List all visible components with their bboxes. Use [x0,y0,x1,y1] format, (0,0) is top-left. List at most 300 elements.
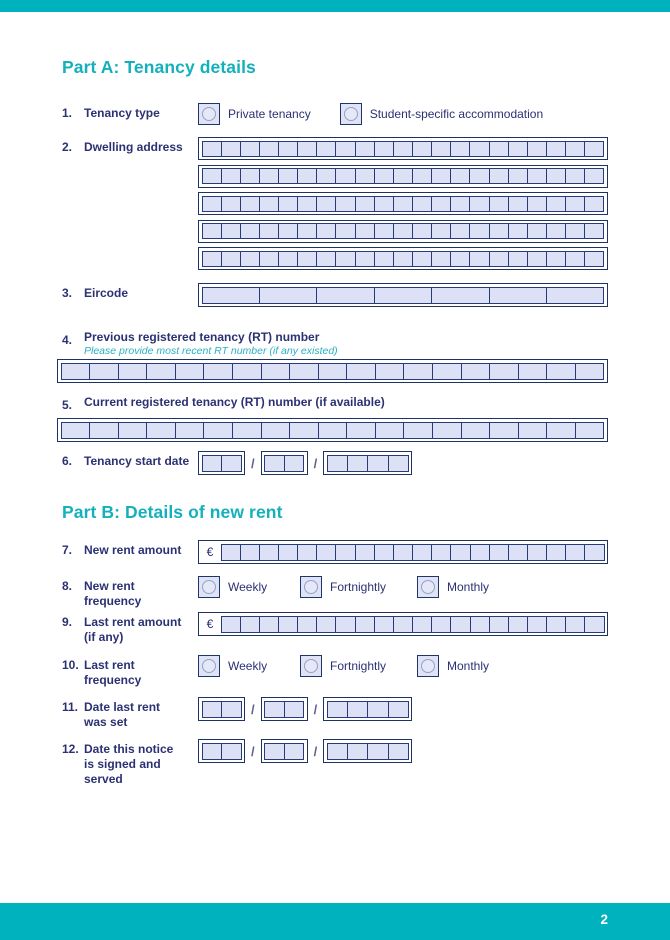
radio-fortnightly[interactable] [300,655,322,677]
char-cell[interactable] [388,455,409,472]
char-cell[interactable] [508,251,528,267]
char-cell[interactable] [527,196,547,212]
char-cell[interactable] [240,616,260,633]
char-cell[interactable] [489,196,509,212]
char-cell[interactable] [546,363,576,380]
address-row[interactable] [198,247,608,270]
char-cell[interactable] [316,616,336,633]
char-cell[interactable] [469,251,489,267]
question-label: Last rent frequency [84,658,142,687]
char-cell[interactable] [278,168,298,184]
char-cell[interactable] [575,422,605,439]
char-cell[interactable] [412,616,432,633]
char-cell[interactable] [546,196,566,212]
char-cell[interactable] [450,251,470,267]
last-rent-amount-row[interactable] [198,612,608,636]
char-cell[interactable] [316,251,336,267]
char-cell[interactable] [202,251,222,267]
char-cell[interactable] [284,701,305,718]
char-cell[interactable] [327,743,348,760]
char-cell[interactable] [316,223,336,239]
char-cell[interactable] [450,141,470,157]
date-separator: / [251,701,255,717]
char-cell[interactable] [316,141,336,157]
char-cell[interactable] [546,287,604,304]
char-cell[interactable] [403,422,433,439]
new-rent-amount-row[interactable] [198,540,608,564]
char-cell[interactable] [355,196,375,212]
char-cell[interactable] [508,168,528,184]
option-label: Monthly [447,659,490,673]
char-cell[interactable] [546,251,566,267]
char-cell[interactable] [431,196,451,212]
char-cell[interactable] [278,251,298,267]
char-cell[interactable] [316,287,374,304]
question-label: Tenancy type [84,106,160,120]
char-cell[interactable] [374,223,394,239]
radio-fortnightly[interactable] [300,576,322,598]
char-cell[interactable] [470,544,490,561]
char-cell[interactable] [393,196,413,212]
question-current-rt-number [62,395,608,445]
option-weekly [198,576,300,598]
day-input-group[interactable] [198,739,245,763]
char-cell[interactable] [316,544,336,561]
char-cell[interactable] [202,141,222,157]
char-cell[interactable] [202,196,222,212]
address-row[interactable] [198,192,608,215]
char-cell[interactable] [221,196,241,212]
radio-private-tenancy[interactable] [198,103,220,125]
char-cell[interactable] [388,701,409,718]
question-number: 12. [62,742,79,756]
char-cell[interactable] [297,616,317,633]
char-cell[interactable] [259,168,279,184]
char-cell[interactable] [412,168,432,184]
option-label: Fortnightly [330,659,387,673]
char-cell[interactable] [327,455,348,472]
char-cell[interactable] [546,223,566,239]
char-cell[interactable] [221,168,241,184]
char-cell[interactable] [318,363,348,380]
radio-circle-icon [344,107,358,121]
char-cell[interactable] [469,196,489,212]
char-cell[interactable] [584,196,604,212]
char-cell[interactable] [347,455,368,472]
eircode-row[interactable] [198,283,608,307]
page-number: 2 [600,912,608,927]
char-cell[interactable] [367,701,388,718]
char-cell[interactable] [221,251,241,267]
char-cell[interactable] [431,287,489,304]
char-cell[interactable] [203,422,233,439]
char-cell[interactable] [518,363,548,380]
char-cell[interactable] [432,422,462,439]
char-cell[interactable] [355,141,375,157]
char-cell[interactable] [470,616,490,633]
char-cell[interactable] [508,616,528,633]
char-cell[interactable] [221,223,241,239]
char-cell[interactable] [393,251,413,267]
char-cell[interactable] [461,422,491,439]
question-number: 10. [62,658,79,672]
char-cell[interactable] [565,616,585,633]
char-cell[interactable] [412,196,432,212]
char-cell[interactable] [374,287,432,304]
char-cell[interactable] [259,287,317,304]
question-number: 5. [62,398,73,412]
char-cell[interactable] [546,422,576,439]
char-cell[interactable] [89,422,119,439]
radio-student-accommodation[interactable] [340,103,362,125]
char-cell[interactable] [61,363,91,380]
char-cell[interactable] [565,196,585,212]
char-cell[interactable] [367,455,388,472]
char-cell[interactable] [374,544,394,561]
char-cell[interactable] [393,223,413,239]
char-cell[interactable] [221,544,241,561]
option-weekly [198,655,300,677]
char-cell[interactable] [240,168,260,184]
char-cell[interactable] [412,223,432,239]
char-cell[interactable] [527,544,547,561]
address-row[interactable] [198,220,608,243]
char-cell[interactable] [375,422,405,439]
char-cell[interactable] [565,141,585,157]
char-cell[interactable] [489,251,509,267]
char-cell[interactable] [264,701,285,718]
char-cell[interactable] [335,168,355,184]
char-cell[interactable] [146,422,176,439]
char-cell[interactable] [335,251,355,267]
char-cell[interactable] [347,743,368,760]
char-cell[interactable] [221,455,242,472]
char-cell[interactable] [261,422,291,439]
question-label: Date last rent was set [84,700,161,729]
char-cell[interactable] [202,223,222,239]
char-cell[interactable] [508,196,528,212]
char-cell[interactable] [489,422,519,439]
char-cell[interactable] [412,544,432,561]
char-cell[interactable] [89,363,119,380]
question-label: New rent amount [84,543,182,557]
char-cell[interactable] [393,141,413,157]
option-label: Monthly [447,580,490,594]
char-cell[interactable] [450,223,470,239]
char-cell[interactable] [367,743,388,760]
radio-circle-icon [304,580,318,594]
char-cell[interactable] [335,544,355,561]
char-cell[interactable] [546,168,566,184]
char-cell[interactable] [346,363,376,380]
char-cell[interactable] [221,141,241,157]
day-input-group[interactable] [198,451,245,475]
char-cell[interactable] [489,363,519,380]
date-separator: / [313,743,318,759]
question-label: New rent frequency [84,579,142,608]
char-cell[interactable] [374,141,394,157]
char-cell[interactable] [202,455,223,472]
char-cell[interactable] [527,251,547,267]
char-cell[interactable] [412,141,432,157]
char-cell[interactable] [335,141,355,157]
char-cell[interactable] [393,168,413,184]
char-cell[interactable] [240,141,260,157]
char-cell[interactable] [527,616,547,633]
char-cell[interactable] [355,544,375,561]
char-cell[interactable] [259,141,279,157]
char-cell[interactable] [240,544,260,561]
char-cell[interactable] [221,701,242,718]
char-cell[interactable] [431,616,451,633]
char-cell[interactable] [259,251,279,267]
char-cell[interactable] [450,544,470,561]
option-monthly [417,576,489,598]
char-cell[interactable] [469,168,489,184]
char-cell[interactable] [284,743,305,760]
year-input-group[interactable] [323,451,412,475]
char-cell[interactable] [175,422,205,439]
previous-rt-number-row[interactable] [57,359,608,383]
char-cell[interactable] [431,544,451,561]
char-cell[interactable] [118,422,148,439]
char-cell[interactable] [565,251,585,267]
char-cell[interactable] [565,223,585,239]
header-bar [0,0,670,12]
month-input-group[interactable] [261,451,308,475]
char-cell[interactable] [202,287,260,304]
char-cell[interactable] [355,251,375,267]
date-separator: / [251,743,255,759]
char-cell[interactable] [469,223,489,239]
euro-symbol: € [202,616,219,633]
char-cell[interactable] [565,168,585,184]
char-cell[interactable] [202,168,222,184]
option-fortnightly [300,576,417,598]
question-label: Eircode [84,286,129,300]
char-cell[interactable] [374,168,394,184]
char-cell[interactable] [584,141,604,157]
address-row[interactable] [198,165,608,188]
option-label: Weekly [228,659,268,673]
char-cell[interactable] [264,743,285,760]
char-cell[interactable] [527,168,547,184]
char-cell[interactable] [584,544,604,561]
month-input-group[interactable] [261,739,308,763]
char-cell[interactable] [221,616,241,633]
current-rt-number-row[interactable] [57,418,608,442]
char-cell[interactable] [431,141,451,157]
char-cell[interactable] [202,743,223,760]
char-cell[interactable] [316,196,336,212]
char-cell[interactable] [584,251,604,267]
char-cell[interactable] [508,544,528,561]
char-cell[interactable] [61,422,91,439]
question-label: Tenancy start date [84,454,190,468]
question-label: Last rent amount (if any) [84,615,182,644]
char-cell[interactable] [374,251,394,267]
option-label: Fortnightly [330,580,387,594]
question-number: 8. [62,579,73,593]
char-cell[interactable] [584,223,604,239]
option-label: Student-specific accommodation [369,107,544,121]
char-cell[interactable] [518,422,548,439]
char-cell[interactable] [261,363,291,380]
char-cell[interactable] [278,223,298,239]
question-number: 6. [62,454,73,468]
char-cell[interactable] [259,616,279,633]
char-cell[interactable] [450,196,470,212]
char-cell[interactable] [431,251,451,267]
char-cell[interactable] [335,196,355,212]
char-cell[interactable] [175,363,205,380]
char-cell[interactable] [327,701,348,718]
char-cell[interactable] [403,363,433,380]
radio-weekly[interactable] [198,655,220,677]
char-cell[interactable] [289,363,319,380]
char-cell[interactable] [489,616,509,633]
char-cell[interactable] [297,223,317,239]
char-cell[interactable] [374,616,394,633]
char-cell[interactable] [232,363,262,380]
question-label: Dwelling address [84,140,183,154]
char-cell[interactable] [489,141,509,157]
question-number: 11. [62,700,79,714]
char-cell[interactable] [575,363,605,380]
option-label: Private tenancy [228,107,311,121]
char-cell[interactable] [546,141,566,157]
char-cell[interactable] [508,141,528,157]
char-cell[interactable] [432,363,462,380]
char-cell[interactable] [450,616,470,633]
part-b-title: Part B: Details of new rent [62,502,283,522]
char-cell[interactable] [489,287,547,304]
char-cell[interactable] [146,363,176,380]
radio-circle-icon [202,580,216,594]
char-cell[interactable] [297,168,317,184]
char-cell[interactable] [374,196,394,212]
char-cell[interactable] [489,223,509,239]
char-cell[interactable] [508,223,528,239]
char-cell[interactable] [284,455,305,472]
char-cell[interactable] [469,141,489,157]
char-cell[interactable] [393,544,413,561]
question-number: 3. [62,286,73,300]
date-separator: / [313,455,318,471]
char-cell[interactable] [264,455,285,472]
char-cell[interactable] [584,616,604,633]
char-cell[interactable] [546,616,566,633]
char-cell[interactable] [346,422,376,439]
char-cell[interactable] [297,196,317,212]
year-input-group[interactable] [323,739,412,763]
radio-monthly[interactable] [417,576,439,598]
footer-bar [0,903,670,940]
question-number: 1. [62,106,73,120]
char-cell[interactable] [259,223,279,239]
char-cell[interactable] [335,616,355,633]
char-cell[interactable] [289,422,319,439]
address-row[interactable] [198,137,608,160]
radio-weekly[interactable] [198,576,220,598]
char-cell[interactable] [259,544,279,561]
char-cell[interactable] [565,544,585,561]
option-monthly [417,655,489,677]
char-cell[interactable] [316,168,336,184]
char-cell[interactable] [240,196,260,212]
question-number: 2. [62,140,73,154]
char-cell[interactable] [278,196,298,212]
char-cell[interactable] [297,251,317,267]
char-cell[interactable] [318,422,348,439]
char-cell[interactable] [240,251,260,267]
char-cell[interactable] [278,616,298,633]
month-input-group[interactable] [261,697,308,721]
char-cell[interactable] [278,141,298,157]
char-cell[interactable] [489,168,509,184]
question-number: 4. [62,333,73,347]
radio-circle-icon [304,659,318,673]
char-cell[interactable] [259,196,279,212]
question-previous-rt-number [62,330,608,385]
char-cell[interactable] [527,223,547,239]
char-cell[interactable] [546,544,566,561]
address-rows [198,137,608,275]
year-input-group[interactable] [323,697,412,721]
char-cell[interactable] [221,743,242,760]
question-number: 9. [62,615,73,629]
char-cell[interactable] [118,363,148,380]
char-cell[interactable] [297,141,317,157]
char-cell[interactable] [431,168,451,184]
char-cell[interactable] [431,223,451,239]
date-separator: / [251,455,255,471]
char-cell[interactable] [412,251,432,267]
char-cell[interactable] [240,223,260,239]
radio-monthly[interactable] [417,655,439,677]
char-cell[interactable] [527,141,547,157]
euro-symbol: € [202,544,219,561]
char-cell[interactable] [278,544,298,561]
question-number: 7. [62,543,73,557]
char-cell[interactable] [450,168,470,184]
char-cell[interactable] [388,743,409,760]
char-cell[interactable] [355,168,375,184]
question-label: Previous registered tenancy (RT) number [84,330,320,344]
char-cell[interactable] [203,363,233,380]
char-cell[interactable] [393,616,413,633]
char-cell[interactable] [375,363,405,380]
question-label: Current registered tenancy (RT) number (if available) [84,395,385,409]
day-input-group[interactable] [198,697,245,721]
char-cell[interactable] [232,422,262,439]
char-cell[interactable] [584,168,604,184]
date-separator: / [313,701,318,717]
radio-circle-icon [421,580,435,594]
char-cell[interactable] [355,223,375,239]
char-cell[interactable] [335,223,355,239]
question-label: Date this notice is signed and served [84,742,174,786]
char-cell[interactable] [489,544,509,561]
char-cell[interactable] [355,616,375,633]
option-label: Weekly [228,580,268,594]
radio-circle-icon [421,659,435,673]
char-cell[interactable] [461,363,491,380]
char-cell[interactable] [202,701,223,718]
char-cell[interactable] [297,544,317,561]
char-cell[interactable] [347,701,368,718]
option-private-tenancy [198,103,311,125]
